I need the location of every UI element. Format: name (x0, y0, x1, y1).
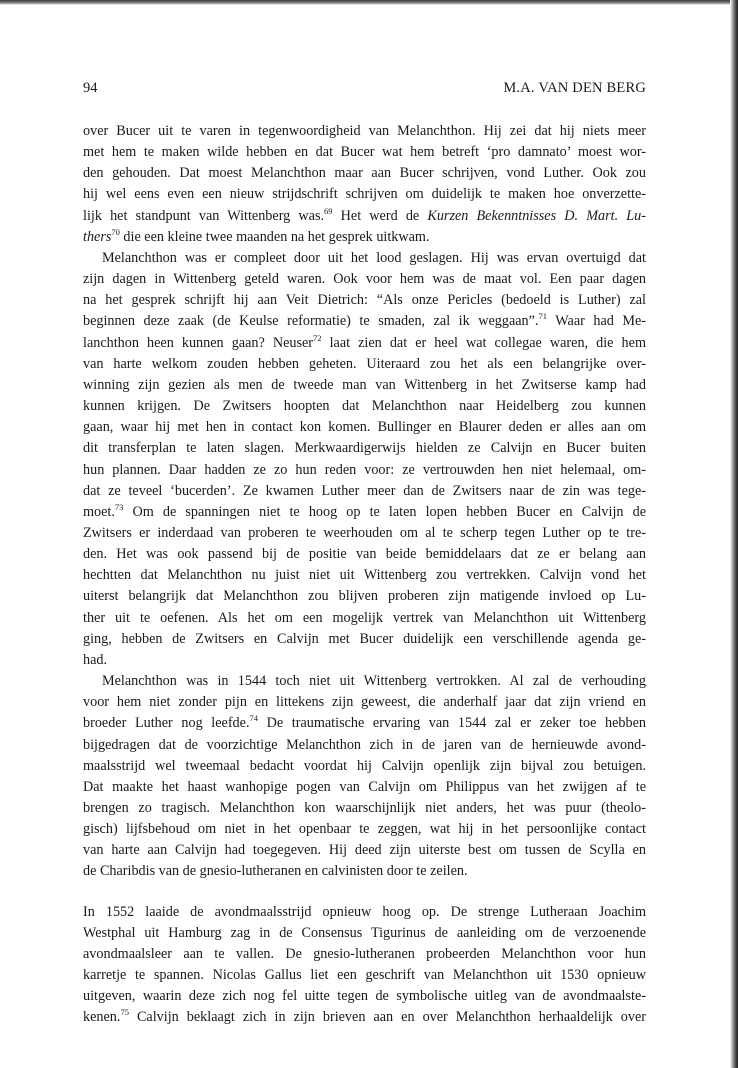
paragraph-1-line: hij wel eens even een nieuw strijdschrift schrijven om duidelijk te maken hoe onverzette- (83, 186, 646, 203)
footnote-ref-74: 74 (249, 713, 258, 724)
paragraph-2-line: ther uit te oefenen. Als het om een mogelijk vertrek van Melanchthon uit Wittenberg (83, 609, 646, 626)
paragraph-2-line: uiterst belangrijk dat Melanchthon zou blijven proberen zijn matigende invloed op Lu- (83, 588, 646, 605)
paragraph-2-line: hechtten dat Melanchthon nu juist niet uit Wittenberg zou vertrekken. Calvijn vond het (83, 567, 646, 584)
footnote-ref-70: 70 (111, 226, 120, 237)
footnote-ref-69: 69 (324, 205, 333, 216)
paragraph-2-line: moet.$^{73}$ Om de spanningen niet te hoog op te laten lopen hebben Bucer en Calvijn de (83, 501, 646, 520)
paragraph-4-line: karretje te spannen. Nicolas Gallus liet een geschrift van Melanchthon uit 1530 opnieuw (83, 967, 646, 984)
paragraph-2-line: na het gesprek schrijft hij aan Veit Dietrich: “Als onze Pericles (bedoeld is Luther) zal (83, 292, 646, 309)
page-top-edge-shadow (0, 0, 738, 5)
paragraph-2-line: had. (83, 651, 108, 668)
paragraph-2-line: lanchthon heen kunnen gaan? Neuser$^{72}$ laat zien dat er heel wat collegae waren, die hem (83, 332, 646, 351)
paragraph-1-line: den gehouden. Dat moest Melanchthon maar aan Bucer schrijven, vond Luther. Ook zou (83, 165, 646, 182)
paragraph-2-line: dit transferplan te laten slagen. Merkwaardigerwijs hielden ze Calvijn en Bucer buiten (83, 440, 646, 457)
paragraph-3-line: de Charibdis van de gnesio-lutheranen en calvinisten door te zeilen. (83, 863, 468, 880)
paragraph-2-line: beginnen deze zaak (de Keulse reformatie) te smaden, zal ik weggaan”.$^{71}$ Waar had Me- (83, 311, 647, 330)
running-head (83, 80, 646, 100)
footnote-ref-71: 71 (538, 311, 547, 322)
paragraph-4-line: avondmaalsleer aan te vallen. De gnesio-lutheranen probeerden Melanchthon voor hun (83, 945, 646, 962)
running-title: M.A. VAN DEN BERG (503, 80, 646, 96)
paragraph-2-line: ging, hebben de Zwitsers en Calvijn met Bucer duidelijk een verschillende agenda ge- (83, 630, 646, 647)
footnote-ref-72: 72 (313, 332, 322, 343)
paragraph-2-line: kunnen krijgen. De Zwitsers hoopten dat Melanchthon naar Heidelberg zou kunnen (83, 398, 646, 415)
paragraph-2-line: van harte welkom zouden hebben geheten. Uiteraard zou het als een belangrijke over- (83, 355, 646, 372)
paragraph-3-line: broeder Luther nog leefde.$^{74}$ De traumatische ervaring van 1544 zal er zeker toe hebben (83, 713, 646, 732)
paragraph-2-line: gaan, waar hij met hen in contact kon komen. Bullinger en Blaurer deden er alles aan om (83, 419, 646, 436)
paragraph-2-line: den. Het was ook passend bij de positie van beide bemiddelaars dat ze er belang aan (83, 546, 646, 563)
paragraph-3-line: brengen zo tragisch. Melanchthon kon waarschijnlijk niet anders, het was puur (theolo- (83, 800, 646, 816)
paragraph-4-line: uitgeven, waarin deze zich nog fel uitte tegen de symbolische uitleg van de avondmaalste- (83, 988, 646, 1005)
paragraph-2-line: Melanchthon was er compleet door uit het lood geslagen. Hij was ervan overtuigd dat (102, 249, 646, 266)
paragraph-2-line: dat ze teveel ‘bucerden’. Ze kwamen Luther meer dan de Zwitsers naar de zin was tege- (83, 482, 646, 499)
paragraph-3-line: Dat maakte het haast wanhopige pogen van Calvijn om Philippus van het zwijgen af te (83, 778, 646, 795)
book-title: Kurzen Bekenntnisses D. Mart. Lu- (427, 207, 646, 224)
paragraph-1-line: over Bucer uit te varen in tegenwoordigheid van Melanchthon. Hij zei dat hij niets meer (83, 123, 646, 139)
page-right-edge-shadow (730, 0, 738, 1068)
paragraph-4-line: In 1552 laaide de avondmaalsstrijd opnieuw hoog op. De strenge Lutheraan Joachim (83, 903, 646, 920)
paragraph-3-line: maalsstrijd wel tweemaal bedacht voordat hij Calvijn openlijk zijn bijval zou betuigen. (83, 757, 646, 774)
paragraph-1-line: lijk het standpunt van Wittenberg was.$^{69}$ Het werd de Kurzen Bekenntnisses D. Mart. Lu- (83, 205, 646, 224)
body-text (83, 121, 646, 1029)
footnote-ref-75: 75 (120, 1007, 129, 1018)
paragraph-1-line: thers$^{70}$ die een kleine twee maanden na het gesprek uitkwam. (83, 226, 430, 245)
paragraph-3-line: gisch) lijfsbehoud om niet in het openbaar te zeggen, wat hij in het persoonlijke contact (83, 821, 646, 838)
paragraph-3-line: voor hem niet zonder pijn en littekens zijn geweest, die anderhalf jaar dat zijn vriend en (83, 694, 646, 711)
paragraph-3-line: bijgedragen dat de voorzichtige Melanchthon zich in de jaren van de hernieuwde avond- (83, 736, 646, 753)
paragraph-1-line: met hem te maken wilde hebben en dat Bucer wat hem betreft ‘pro damnato’ moest wor- (83, 144, 646, 161)
page-number: 94 (83, 80, 98, 96)
paragraph-4-line: kenen.$^{75}$ Calvijn beklaagt zich in zijn brieven aan en over Melanchthon herhaaldelijk over (83, 1007, 646, 1026)
paragraph-3-line: van harte aan Calvijn had toegegeven. Hij deed zijn uiterste best om tussen de Scylla en (83, 842, 646, 859)
paragraph-2-line: winning zijn gezien als men de tweede man van Wittenberg in het Zwitserse kamp had (83, 376, 646, 393)
paragraph-4-line: Westphal uit Hamburg zag in de Consensus Tigurinus de aanleiding om de verzoenende (83, 924, 646, 941)
paragraph-2-line: hun plannen. Daar hadden ze zo hun reden voor: ze vertrouwden hen niet helemaal, om- (83, 461, 646, 478)
paragraph-2-line: zijn dagen in Wittenberg geteld waren. Ook voor hem was de maat vol. Een paar dagen (83, 271, 646, 288)
paragraph-2-line: Zwitsers er inderdaad van proberen te weerhouden om al te scherp tegen Luther op te tre- (83, 524, 646, 541)
paragraph-3-line: Melanchthon was in 1544 toch niet uit Wittenberg vertrokken. Al zal de verhouding (102, 673, 646, 690)
book-title-end: thers (83, 228, 112, 245)
footnote-ref-73: 73 (114, 501, 124, 512)
